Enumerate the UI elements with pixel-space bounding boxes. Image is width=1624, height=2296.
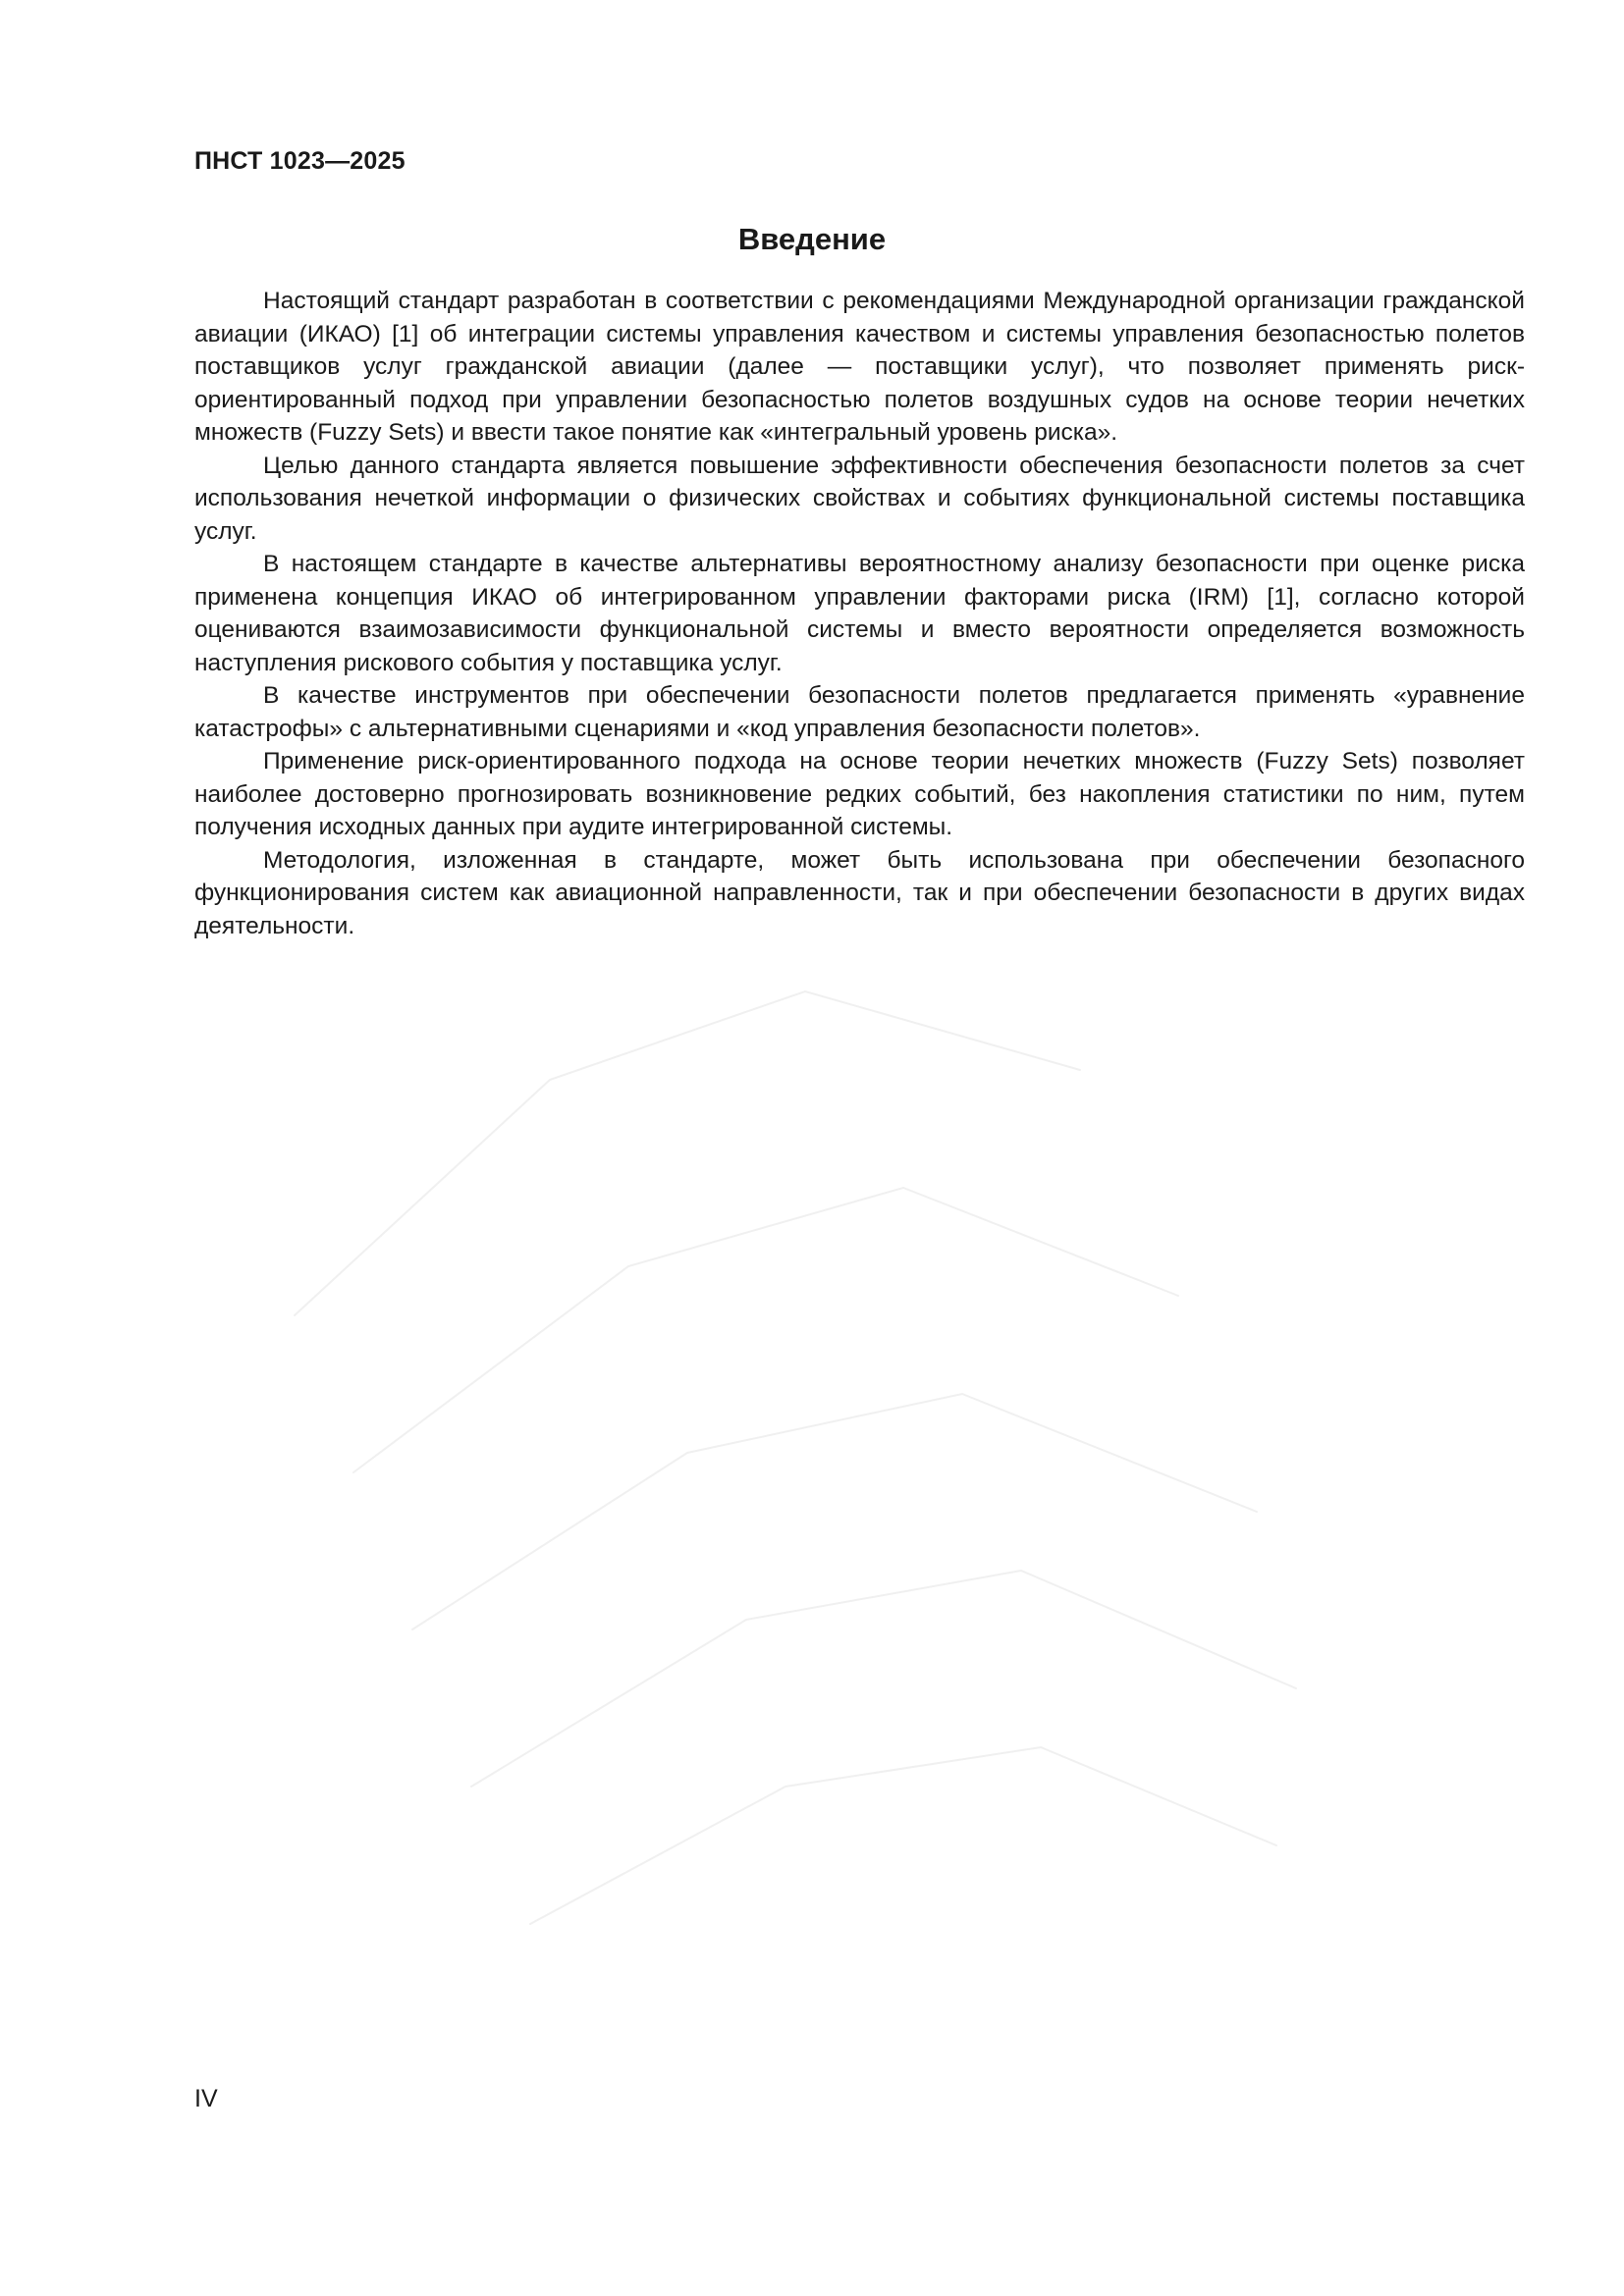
paragraph-3: В настоящем стандарте в качестве альтернативы вероятностному анализу безопасности при оценке риска применена концепция ИКАО об интегрированном управлении факторами риска (IRM) [1], согласно которой оцениваются взаимозависимости функциональной системы и вместо вероятности определяется возможность наступления рискового события у поставщика услуг. — [194, 551, 1525, 676]
paragraph-4: В качестве инструментов при обеспечении безопасности полетов предлагается применять «уравнение катастрофы» с альтернативными сценариями и «код управления безопасности полетов». — [194, 682, 1525, 742]
paragraph-2: Целью данного стандарта является повышение эффективности обеспечения безопасности полетов за счет использования нечеткой информации о физических свойствах и событиях функциональной системы поставщика услуг. — [194, 452, 1525, 545]
paragraph-1: Настоящий стандарт разработан в соответствии с рекомендациями Международной организации гражданской авиации (ИКАО) [1] об интеграции системы управления качеством и системы управления безопасностью полетов поставщиков услуг гражданской авиации (далее — поставщики услуг), что позволяет применять риск-ориентированный подход при управлении безопасностью полетов воздушных судов на основе теории нечетких множеств (Fuzzy Sets) и ввести такое понятие как «интегральный уровень риска». — [194, 288, 1525, 446]
paragraph-6: Методология, изложенная в стандарте, может быть использована при обеспечении безопасного функционирования систем как авиационной направленности, так и при обеспечении безопасности в других видах деятельности. — [194, 846, 1525, 939]
page-number: IV — [194, 2085, 218, 2112]
paragraph-5: Применение риск-ориентированного подхода на основе теории нечетких множеств (Fuzzy Sets) позволяет наиболее достоверно прогнозировать возникновение редких событий, без накопления статистики по ним, путем получения исходных данных при аудите интегрированной системы. — [194, 748, 1525, 840]
document-code-header: ПНСТ 1023—2025 — [194, 147, 406, 175]
introduction-body — [194, 285, 1525, 942]
section-title: Введение — [737, 222, 887, 256]
